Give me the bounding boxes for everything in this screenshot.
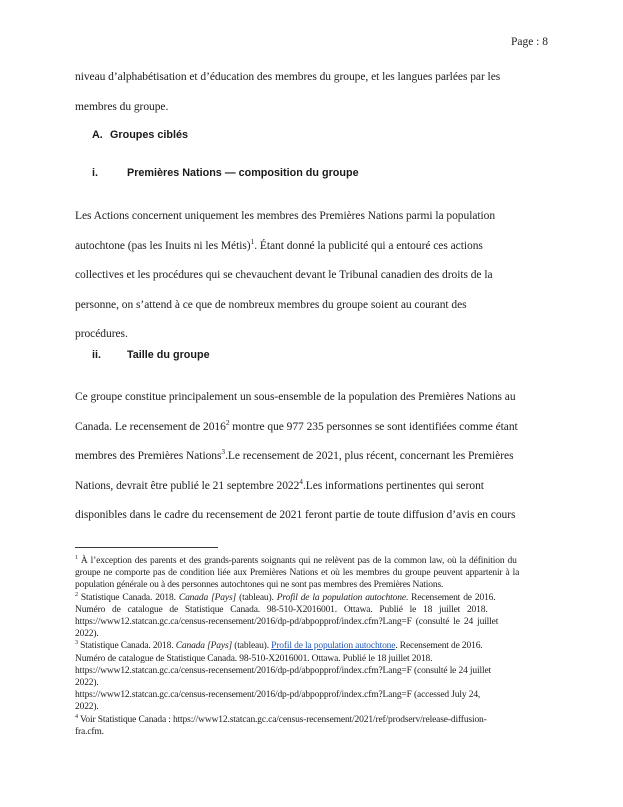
heading-groupes-cibles (75, 128, 570, 142)
text-line (75, 653, 553, 665)
heading-marker: i. (92, 167, 98, 179)
text-line (75, 714, 553, 726)
superscript-marker: 1 (75, 554, 78, 561)
text-line (75, 501, 553, 531)
text-segment: . Recensement de 2016. (395, 641, 483, 652)
text-segment: niveau d’alphabétisation et d’éducation des membres du groupe, et les langues parlées par les (75, 71, 501, 83)
text-line (75, 665, 553, 677)
text-segment: 2022). (75, 629, 99, 640)
text-line (75, 232, 553, 262)
text-line (75, 555, 553, 567)
text-line (75, 442, 553, 472)
text-line (75, 261, 553, 291)
text-segment: https://www12.statcan.gc.ca/census-recensement/2016/dp-pd/abpopprof/index.cfm?Lang=F (consulté le 24 juillet (75, 665, 492, 676)
text-segment: À l’exception des parents et des grands-parents soignants qui ne relèvent pas de la common law, où la définition du (77, 556, 517, 566)
text-segment: . Étant donné la publicité qui a entouré ces actions (254, 239, 483, 252)
text-segment: Numéro de catalogue de Statistique Canada. 98-510-X2016001. Ottawa. Publié le 18 juillet 2018. (75, 604, 488, 615)
text-segment: procédures. (75, 328, 128, 340)
text-line (75, 604, 553, 616)
text-segment: Les Actions concernent uniquement les membres des Premières Nations parmi la population (75, 210, 496, 222)
text-segment: Canada. Le recensement de 2016 (75, 420, 226, 433)
text-segment: Ce groupe constitue principalement un sous-ensemble de la population des Premières Nations au (75, 391, 516, 403)
italic-text: Profil de la population autochtone (276, 592, 406, 603)
heading-label: Taille du groupe (127, 349, 210, 361)
text-segment: 2022). (75, 702, 99, 713)
heading-marker: ii. (92, 349, 101, 361)
text-segment: Numéro de catalogue de Statistique Canada. 98-510-X2016001. Ottawa. Publié le 18 juillet 2018. (75, 653, 433, 664)
text-segment: https://www12.statcan.gc.ca/census-recensement/2016/dp-pd/abpopprof/index.cfm?Lang=F (consulté le 24 juillet (75, 617, 499, 628)
text-segment: membres du groupe. (75, 100, 169, 113)
text-line (75, 383, 553, 413)
italic-text: Canada [Pays] (178, 592, 237, 603)
text-line (75, 592, 553, 604)
italic-text: Canada [Pays] (175, 641, 233, 652)
text-segment: montre que 977 235 personnes se sont identifiées comme étant (229, 420, 518, 433)
heading-label: Groupes ciblés (110, 129, 189, 141)
text-segment: personne, on s’attend à ce que de nombreux membres du groupe soient au courant des (75, 298, 467, 311)
page-number: Page : 8 (510, 36, 548, 48)
text-line (75, 202, 553, 232)
text-segment: disponibles dans le cadre du recensement de 2021 feront partie de toute diffusion d’avis en cours (75, 509, 516, 521)
superscript-marker: 4 (299, 476, 303, 486)
text-line (75, 689, 553, 701)
text-line (75, 701, 553, 713)
text-segment: (tableau). (232, 641, 272, 652)
text-segment: Voir Statistique Canada : https://www12.statcan.gc.ca/census-recensement/2021/ref/prodserv/release-diffusion- (77, 714, 487, 725)
text-line (75, 567, 553, 579)
text-segment: population générale ou à des personnes autochtones qui ne sont pas membres des Premières Nations. (75, 580, 444, 591)
text-line (75, 677, 553, 689)
text-line (75, 413, 553, 443)
intro-paragraph (75, 63, 553, 122)
text-segment: autochtone (pas les Inuits ni les Métis) (75, 239, 251, 252)
text-segment: groupe ne comporte pas de condition liée aux Premières Nations et où les membres du groupe peuvent appartenir à la (75, 568, 520, 579)
superscript-marker: 3 (75, 640, 78, 647)
text-line (75, 628, 553, 640)
footnotes-section (75, 547, 553, 738)
paragraph-composition-du-groupe (75, 202, 553, 350)
superscript-marker: 1 (250, 236, 255, 246)
text-segment: Nations, devrait être publié le 21 septembre 2022 (75, 479, 300, 492)
text-segment: collectives et les procédures qui se chevauchent devant le Tribunal canadien des droits de la (75, 269, 493, 281)
superscript-marker: 4 (75, 713, 78, 720)
text-segment: fra.cfm. (75, 726, 104, 737)
text-segment: .Le recensement de 2021, plus récent, concernant les Premières (225, 450, 514, 462)
paragraph-taille-du-groupe (75, 383, 553, 531)
heading-premieres-nations-composition (75, 166, 570, 180)
text-line (75, 472, 553, 502)
footnote-link[interactable]: Profil de la population autochtone (271, 641, 396, 652)
superscript-marker: 3 (221, 447, 226, 457)
heading-label: Premières Nations — composition du groupe (127, 167, 359, 179)
text-line (75, 726, 553, 738)
superscript-marker: 2 (225, 417, 230, 427)
superscript-marker: 2 (75, 591, 78, 598)
heading-taille-du-groupe (75, 348, 570, 362)
text-segment: (tableau). (236, 592, 277, 603)
text-line (75, 640, 553, 652)
text-segment: .Les informations pertinentes qui seront (302, 479, 484, 492)
heading-marker: A. (92, 129, 103, 141)
text-line (75, 63, 553, 93)
text-segment: Statistique Canada. 2018. (77, 641, 176, 652)
text-segment: . Recensement de 2016. (405, 592, 496, 603)
text-segment: membres des Premières Nations (75, 450, 222, 462)
text-segment: 2022). (75, 678, 99, 689)
text-line (75, 579, 553, 591)
footnotes-list (75, 555, 553, 738)
text-segment: Statistique Canada. 2018. (77, 592, 179, 603)
text-line (75, 320, 553, 350)
text-line (75, 616, 553, 628)
text-segment: https://www12.statcan.gc.ca/census-recensement/2016/dp-pd/abpopprof/index.cfm?Lang=F (accessed July 24, (75, 690, 481, 701)
footnote-separator (75, 547, 218, 548)
text-line (75, 291, 553, 321)
text-line (75, 93, 553, 123)
